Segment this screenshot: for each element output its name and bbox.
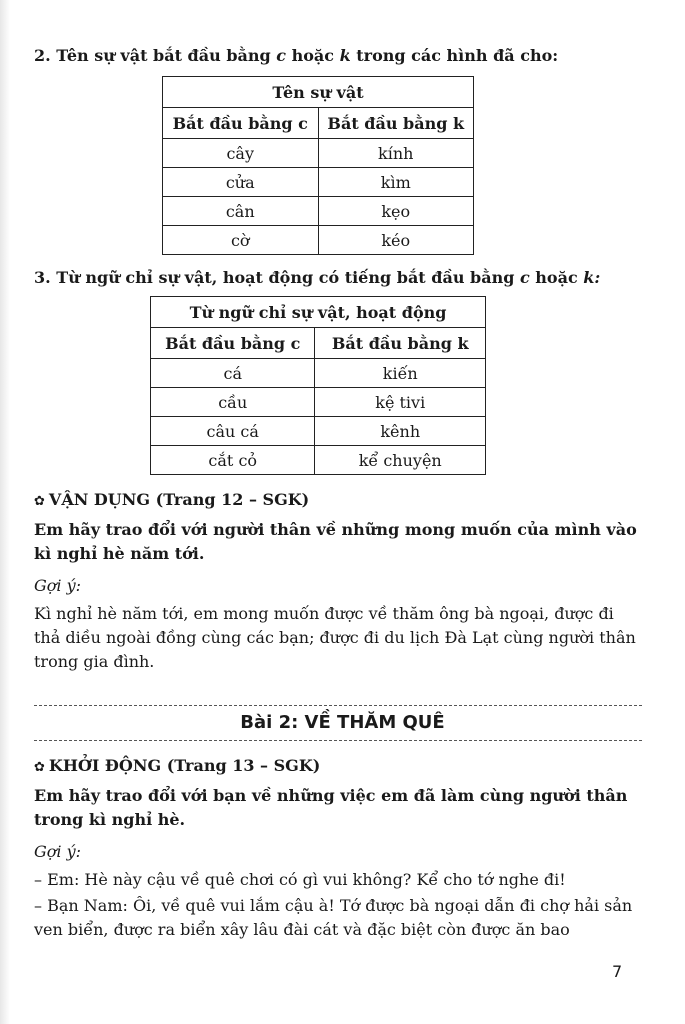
question-number: 2. xyxy=(34,46,51,65)
question-2-heading xyxy=(34,46,558,65)
table-cell: kệ tivi xyxy=(315,388,486,417)
table-cell: kiến xyxy=(315,359,486,388)
column-header-k: Bắt đầu bằng k xyxy=(318,108,474,139)
van-dung-task xyxy=(34,518,644,566)
question-text: Từ ngữ chỉ sự vật, hoạt động có tiếng bắt đầu bằng xyxy=(56,268,520,287)
table-cell: cây xyxy=(163,139,319,168)
table-cell: cân xyxy=(163,197,319,226)
section-title: VẬN DỤNG (Trang 12 – SGK) xyxy=(48,490,310,509)
question-number: 3. xyxy=(34,268,51,287)
dialogue-line-1: – Em: Hè này cậu về quê chơi có gì vui không? Kể cho tớ nghe đi! xyxy=(34,870,566,889)
table-cell: kẹo xyxy=(318,197,474,226)
table-row xyxy=(163,139,474,168)
van-dung-hint-label: Gợi ý: xyxy=(34,576,82,595)
table-cell: câu cá xyxy=(151,417,315,446)
table-row xyxy=(163,226,474,255)
table-row xyxy=(163,197,474,226)
table-cell: kênh xyxy=(315,417,486,446)
question-3-heading xyxy=(34,268,600,287)
letter-c: c xyxy=(519,268,530,287)
divider-top xyxy=(34,705,642,706)
table-row xyxy=(151,359,486,388)
table-cell: cầu xyxy=(151,388,315,417)
table-words-c-k xyxy=(150,296,486,475)
table-things-c-k xyxy=(162,76,474,255)
khoi-dong-hint-label: Gợi ý: xyxy=(34,842,82,861)
lesson-title: Bài 2: VỀ THĂM QUÊ xyxy=(240,712,445,733)
table-row xyxy=(151,446,486,475)
star-bullet-icon: ✿ xyxy=(34,494,45,509)
table-title: Từ ngữ chỉ sự vật, hoạt động xyxy=(151,297,486,328)
section-van-dung-heading xyxy=(34,490,309,509)
table-cell: cờ xyxy=(163,226,319,255)
table-cell: cắt cỏ xyxy=(151,446,315,475)
column-header-k: Bắt đầu bằng k xyxy=(315,328,486,359)
letter-k: k: xyxy=(583,268,601,287)
table-cell: kể chuyện xyxy=(315,446,486,475)
divider-bottom xyxy=(34,740,642,741)
page-number: 7 xyxy=(612,962,623,981)
column-header-c: Bắt đầu bằng c xyxy=(163,108,319,139)
table-cell: cửa xyxy=(163,168,319,197)
section-khoi-dong-heading xyxy=(34,756,320,775)
table-title: Tên sự vật xyxy=(163,77,474,108)
van-dung-answer: Kì nghỉ hè năm tới, em mong muốn được về thăm ông bà ngoại, được đi thả diều ngoài đồng cùng các bạn; được đi du lịch Đà Lạt cùng người thân trong gia đình. xyxy=(34,604,636,671)
task-text: Em hãy trao đổi với người thân về những mong muốn của mình vào kì nghỉ hè năm tới. xyxy=(34,520,637,563)
star-bullet-icon: ✿ xyxy=(34,760,45,775)
letter-k: k xyxy=(339,46,351,65)
question-text: hoặc xyxy=(529,268,584,287)
table-row xyxy=(151,417,486,446)
question-text: trong các hình đã cho: xyxy=(350,46,559,65)
question-text: Tên sự vật bắt đầu bằng xyxy=(56,46,277,65)
question-text: hoặc xyxy=(286,46,340,65)
table-row xyxy=(151,388,486,417)
dialogue-line-2: – Bạn Nam: Ôi, về quê vui lắm cậu à! Tớ được bà ngoại dẫn đi chợ hải sản ven biển, được ra biển xây lâu đài cát và đặc biệt còn được ăn bao xyxy=(34,896,633,939)
table-cell: kính xyxy=(318,139,474,168)
table-cell: kéo xyxy=(318,226,474,255)
page-gutter-shadow xyxy=(0,0,10,1024)
khoi-dong-task: Em hãy trao đổi với bạn về những việc em đã làm cùng người thân trong kì nghỉ hè. xyxy=(34,786,628,829)
section-title: KHỞI ĐỘNG (Trang 13 – SGK) xyxy=(48,756,321,775)
column-header-c: Bắt đầu bằng c xyxy=(151,328,315,359)
table-row xyxy=(163,168,474,197)
table-cell: cá xyxy=(151,359,315,388)
table-cell: kìm xyxy=(318,168,474,197)
letter-c: c xyxy=(276,46,287,65)
